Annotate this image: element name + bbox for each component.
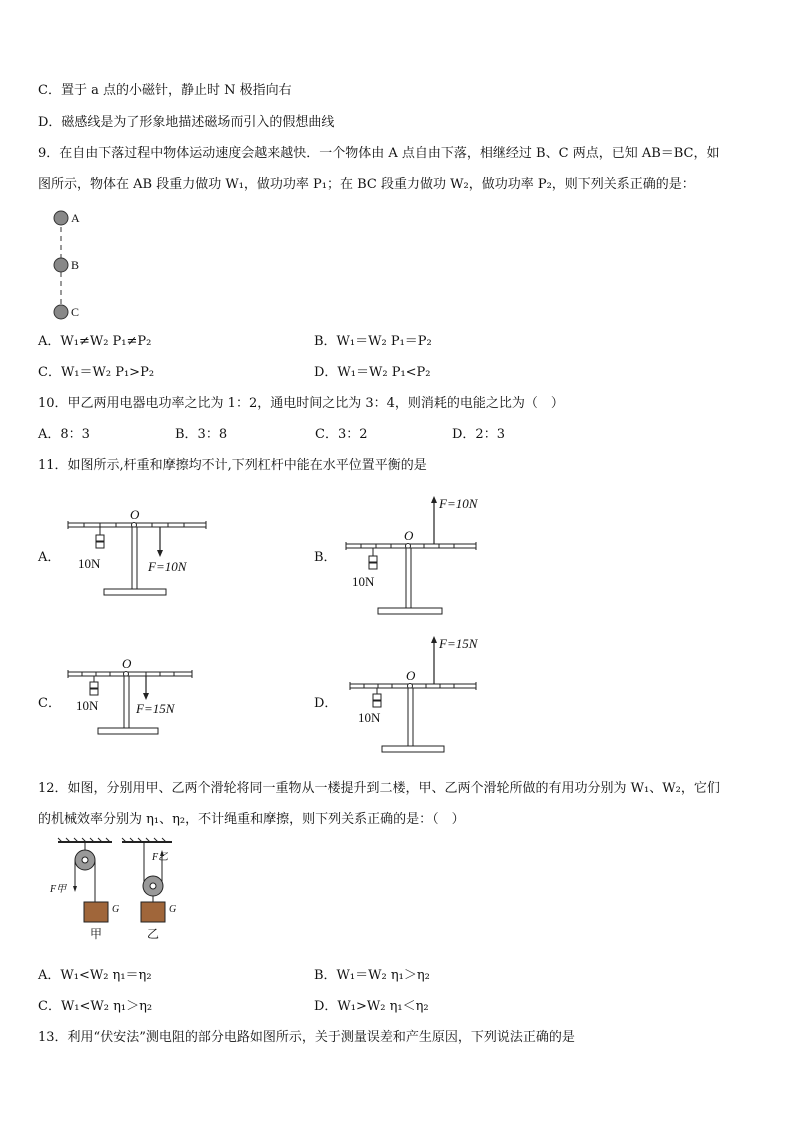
q12-option-b: B．W₁＝W₂ η₁＞η₂ xyxy=(314,968,430,983)
q10-option-d: D．2：3 xyxy=(452,427,505,442)
q11-option-c-label: C． xyxy=(38,696,61,711)
pivot-label: O xyxy=(122,656,132,671)
force-label: F=10N xyxy=(439,496,478,511)
force-label: F=15N xyxy=(439,636,478,651)
lever-diagram-a xyxy=(62,505,222,605)
q8-option-d: D．磁感线是为了形象地描述磁场而引入的假想曲线 xyxy=(38,115,335,130)
q10-option-b: B．3：8 xyxy=(175,427,228,442)
load-yi-g: G xyxy=(169,904,177,915)
weight-block xyxy=(96,535,104,541)
q9-stem-line1: 9．在自由下落过程中物体运动速度会越来越快．一个物体由 A 点自由下落，相继经过 B、C 两点，已知 AB＝BC，如 xyxy=(38,146,720,161)
weight-block xyxy=(373,694,381,700)
force-label: F=10N xyxy=(148,559,187,574)
q9-falling-ball-diagram xyxy=(48,206,108,319)
pivot-label: O xyxy=(404,528,414,543)
ball-a xyxy=(54,211,68,225)
q10-stem: 10．甲乙两用电器电功率之比为 1：2，通电时间之比为 3：4，则消耗的电能之比为（ ） xyxy=(38,396,564,411)
force-yi-label: F乙 xyxy=(152,852,169,863)
weight-label: 10N xyxy=(76,698,99,713)
ball-c xyxy=(54,305,68,319)
q10-option-c: C．3：2 xyxy=(315,427,368,442)
q9-option-c: C．W₁＝W₂ P₁>P₂ xyxy=(38,365,155,380)
pivot-label: O xyxy=(130,507,140,522)
q12-stem-line2: 的机械效率分别为 η₁、η₂，不计绳重和摩擦，则下列关系正确的是：（ ） xyxy=(38,812,465,827)
label-yi: 乙 xyxy=(147,927,160,941)
pulley-diagram xyxy=(44,838,204,948)
load-jia xyxy=(84,902,108,922)
weight-label: 10N xyxy=(358,710,381,725)
weight-block xyxy=(90,682,98,688)
weight-label: 10N xyxy=(352,574,375,589)
q9-option-a: A．W₁≠W₂ P₁≠P₂ xyxy=(38,334,152,349)
q13-stem: 13．利用“伏安法”测电阻的部分电路如图所示，关于测量误差和产生原因，下列说法正确的是 xyxy=(38,1030,575,1045)
point-b-label: B xyxy=(71,258,80,272)
ball-b xyxy=(54,258,68,272)
lever-diagram-b xyxy=(340,490,500,620)
point-a-label: A xyxy=(71,211,80,225)
q12-option-d: D．W₁>W₂ η₁＜η₂ xyxy=(314,999,429,1014)
lever-diagram-c xyxy=(62,652,222,742)
q11-option-d-label: D． xyxy=(314,696,338,711)
label-jia: 甲 xyxy=(90,927,103,941)
point-c-label: C xyxy=(71,305,80,319)
q9-option-d: D．W₁＝W₂ P₁<P₂ xyxy=(314,365,431,380)
load-jia-g: G xyxy=(112,904,120,915)
force-label: F=15N xyxy=(136,701,175,716)
q12-stem-line1: 12．如图，分别用甲、乙两个滑轮将同一重物从一楼提升到二楼，甲、乙两个滑轮所做的有用功分别为 W₁、W₂，它们 xyxy=(38,781,720,796)
q11-stem: 11．如图所示,杆重和摩擦均不计,下列杠杆中能在水平位置平衡的是 xyxy=(38,458,427,473)
force-jia-label: F甲 xyxy=(50,884,67,895)
pivot-label: O xyxy=(406,668,416,683)
q10-option-a: A．8：3 xyxy=(38,427,90,442)
q9-stem-line2: 图所示，物体在 AB 段重力做功 W₁，做功功率 P₁；在 BC 段重力做功 W₂，做功功率 P₂，则下列关系正确的是： xyxy=(38,177,695,192)
q11-option-b-label: B． xyxy=(314,550,337,565)
load-yi xyxy=(141,902,165,922)
weight-block xyxy=(369,556,377,562)
q11-option-a-label: A． xyxy=(38,550,61,565)
q9-option-b: B．W₁＝W₂ P₁＝P₂ xyxy=(314,334,432,349)
q8-option-c: C．置于 a 点的小磁针，静止时 N 极指向右 xyxy=(38,83,292,98)
lever-diagram-d xyxy=(344,630,504,755)
q12-option-a: A．W₁<W₂ η₁＝η₂ xyxy=(38,968,152,983)
q12-option-c: C．W₁<W₂ η₁＞η₂ xyxy=(38,999,153,1014)
weight-label: 10N xyxy=(78,556,101,571)
